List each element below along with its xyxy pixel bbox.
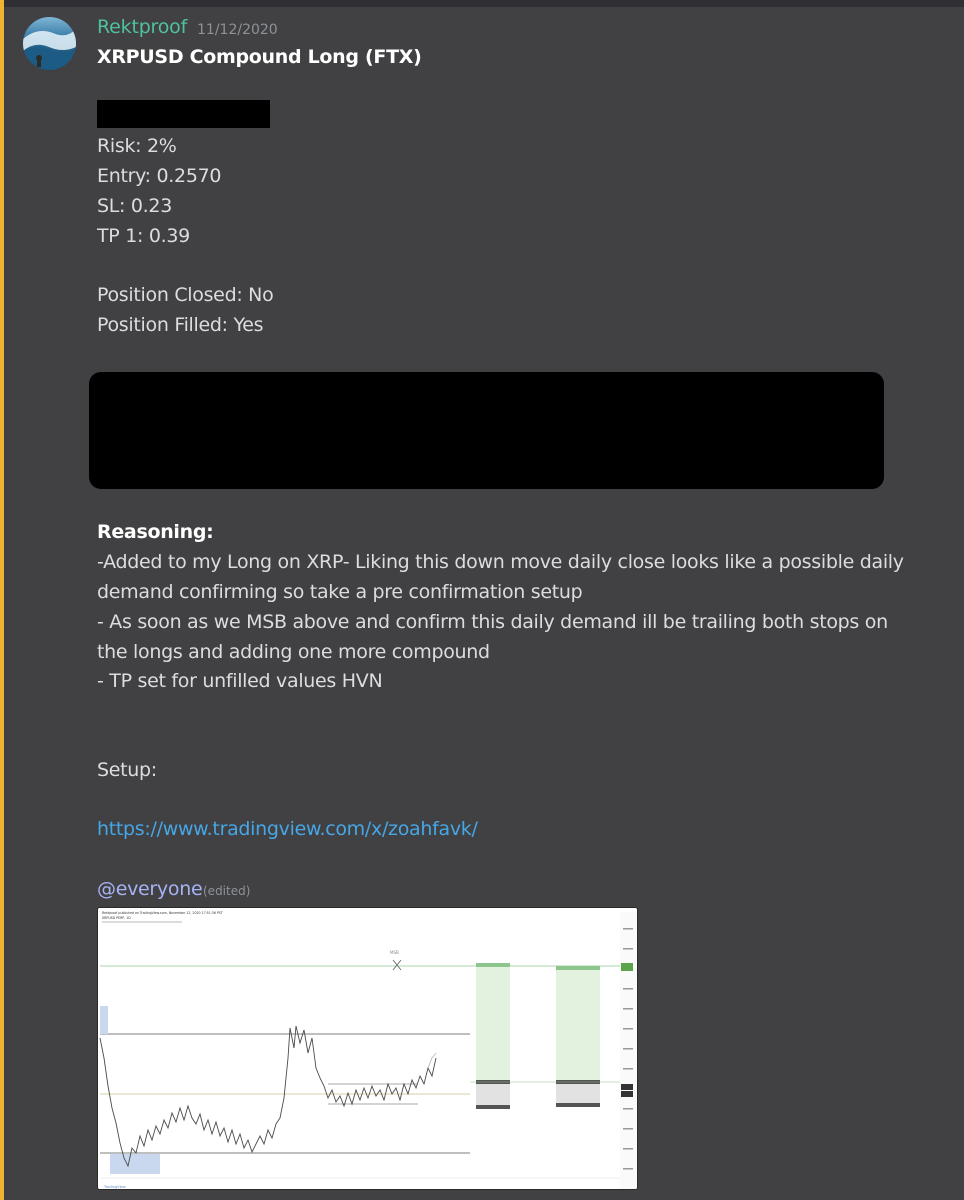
window-top-strip — [0, 0, 964, 7]
reasoning-line: demand confirming so take a pre confirmation setup — [97, 581, 583, 603]
position-closed-line: Position Closed: No — [97, 284, 274, 306]
tradingview-watermark: TradingView — [104, 1185, 126, 1189]
reasoning-line: - As soon as we MSB above and confirm this daily demand ill be trailing both stops on — [97, 611, 888, 633]
svg-text:MSB: MSB — [390, 950, 399, 955]
chart-symbol-text: XRPUSD PERP, 1D — [102, 916, 131, 920]
redaction-bar — [97, 100, 270, 128]
reasoning-line: -Added to my Long on XRP- Liking this down move daily close looks like a possible daily — [97, 551, 904, 573]
risk-line: Risk: 2% — [97, 135, 177, 157]
chart-image-attachment[interactable] — [97, 907, 638, 1190]
take-profit-line: TP 1: 0.39 — [97, 225, 190, 247]
tradingview-chart-image — [98, 908, 637, 1189]
author-name[interactable]: Rektproof — [97, 16, 188, 38]
reasoning-line: - TP set for unfilled values HVN — [97, 670, 383, 692]
tradingview-link[interactable]: https://www.tradingview.com/x/zoahfavk/ — [97, 818, 478, 840]
message-title: XRPUSD Compound Long (FTX) — [97, 46, 422, 68]
reasoning-heading: Reasoning: — [97, 521, 214, 543]
message-timestamp: 11/12/2020 — [197, 22, 278, 38]
message-highlight-bar — [0, 0, 4, 1200]
avatar-image — [23, 17, 76, 70]
everyone-mention[interactable]: @everyone — [97, 878, 203, 900]
setup-label: Setup: — [97, 759, 157, 781]
avatar[interactable] — [23, 17, 76, 70]
position-filled-line: Position Filled: Yes — [97, 314, 264, 336]
edited-label: (edited) — [203, 884, 251, 898]
reasoning-line: the longs and adding one more compound — [97, 641, 490, 663]
stop-loss-line: SL: 0.23 — [97, 195, 172, 217]
chart-header-text: Rektproof published on TradingView.com, November 12, 2020 17:51:36 PST — [102, 911, 223, 915]
entry-line: Entry: 0.2570 — [97, 165, 222, 187]
redaction-block — [89, 372, 884, 489]
